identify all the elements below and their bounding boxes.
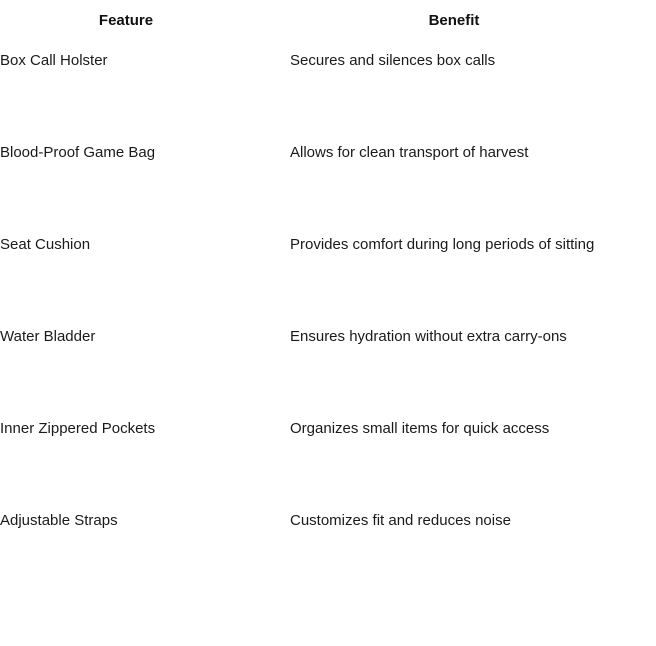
table-row xyxy=(0,141,656,233)
table-row xyxy=(0,39,656,141)
cell-feature: Box Call Holster xyxy=(0,52,108,69)
table-row xyxy=(0,509,656,601)
cell-benefit xyxy=(252,233,656,325)
table-row xyxy=(0,417,656,509)
cell-benefit-text: Secures and silences box calls xyxy=(290,52,496,69)
cell-benefit xyxy=(252,417,656,509)
cell-benefit-text: Allows for clean transport of harvest xyxy=(290,144,529,161)
cell-benefit xyxy=(252,509,656,601)
table-row xyxy=(0,325,656,417)
cell-feature: Water Bladder xyxy=(0,328,96,345)
cell-benefit-text: Organizes small items for quick access xyxy=(290,420,550,437)
table-row xyxy=(0,233,656,325)
cell-benefit-text: Ensures hydration without extra carry-ons xyxy=(290,328,567,345)
cell-feature: Inner Zippered Pockets xyxy=(0,420,156,437)
cell-benefit xyxy=(252,141,656,233)
cell-benefit-text: Customizes fit and reduces noise xyxy=(290,512,511,529)
table-header xyxy=(0,0,656,39)
table-header-row xyxy=(0,0,656,39)
cell-feature: Adjustable Straps xyxy=(0,512,118,529)
cell-feature: Seat Cushion xyxy=(0,236,91,253)
table-body xyxy=(0,39,656,601)
cell-benefit-text: Provides comfort during long periods of sitting xyxy=(290,236,595,253)
column-header-feature: Feature xyxy=(98,12,154,29)
cell-benefit xyxy=(252,325,656,417)
cell-benefit xyxy=(252,39,656,141)
cell-feature: Blood-Proof Game Bag xyxy=(0,144,156,161)
column-header-benefit: Benefit xyxy=(428,12,480,29)
